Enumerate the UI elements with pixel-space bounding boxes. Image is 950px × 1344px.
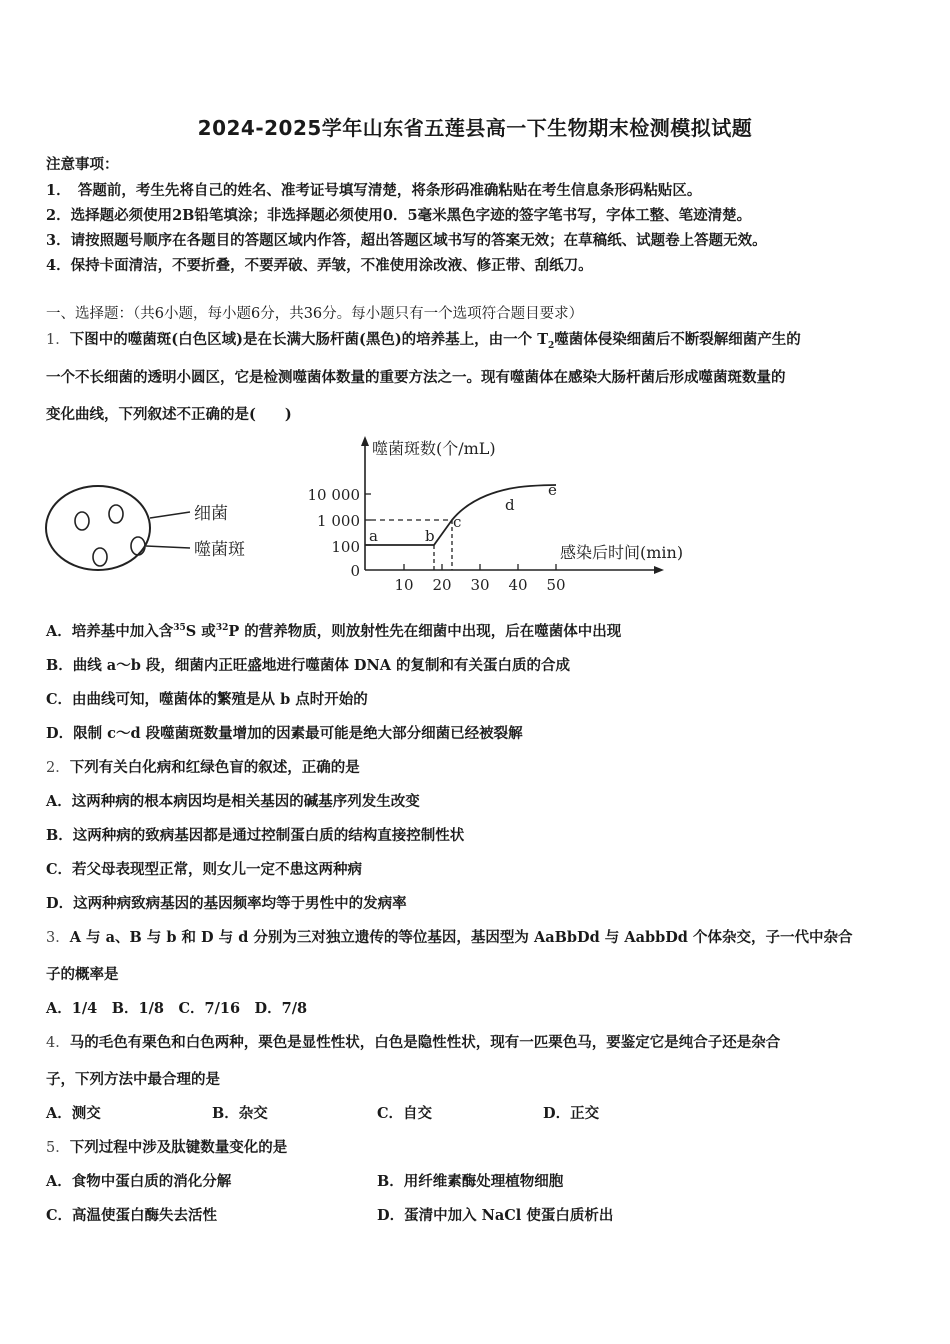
- plaque-circle: [93, 548, 107, 566]
- q2-stem: [46, 756, 360, 777]
- q1-option-d: D．限制 c～d 段噬菌斑数量增加的因素最可能是绝大部分细菌已经被裂解: [46, 725, 523, 742]
- x-tick-label: 50: [546, 576, 566, 594]
- x-axis-arrow: [654, 566, 664, 574]
- q1-option-a-superscript: 35: [173, 623, 186, 634]
- y-tick-label: 100: [331, 538, 360, 556]
- notice-item: 2．选择题必须使用2B铅笔填涂；非选择题必须使用0．5毫米黑色字迹的签字笔书写，字体工整、笔迹清楚。: [46, 207, 752, 224]
- q3-stem-text: A 与 a、B 与 b 和 D 与 d 分别为三对独立遗传的等位基因，基因型为 AaBbDd 与 AabbDd 个体杂交，子一代中杂合: [69, 929, 853, 946]
- q1-option-c: C．由曲线可知，噬菌体的繁殖是从 b 点时开始的: [46, 691, 368, 708]
- q3-options: A．1/4 B．1/8 C．7/16 D．7/8: [46, 1000, 308, 1017]
- section-heading: 一、选择题：（共6小题，每小题6分，共36分。每小题只有一个选项符合题目要求）: [46, 306, 584, 322]
- label-bacteria: 细菌: [194, 504, 228, 524]
- q1-figure: [40, 432, 730, 604]
- q2-stem-text: 下列有关白化病和红绿色盲的叙述，正确的是: [69, 759, 360, 776]
- y-tick-label: 0: [350, 562, 360, 580]
- q1-stem-subscript: 2: [548, 340, 555, 351]
- q1-option-a-part: S 或: [185, 623, 216, 640]
- q1-stem-line3: 变化曲线，下列叙述不正确的是( ): [46, 406, 292, 423]
- point-label-e: e: [548, 481, 557, 499]
- notice-item: 4．保持卡面清洁，不要折叠，不要弄破、弄皱，不准使用涂改液、修正带、刮纸刀。: [46, 257, 593, 274]
- leader-line-plaque: [146, 546, 190, 548]
- x-tick-label: 20: [432, 576, 452, 594]
- point-label-d: d: [505, 496, 515, 514]
- q2-number: 2．: [46, 760, 70, 776]
- q4-option-b: B．杂交: [212, 1105, 268, 1122]
- notice-item: 3．请按照题号顺序在各题目的答题区域内作答，超出答题区域书写的答案无效；在草稿纸、试题卷上答题无效。: [46, 232, 767, 249]
- y-tick-label: 1 000: [317, 512, 360, 530]
- q4-option-c: C．自交: [377, 1105, 433, 1122]
- plaque-circle: [109, 505, 123, 523]
- x-tick-label: 40: [508, 576, 528, 594]
- q4-number: 4．: [46, 1035, 70, 1051]
- label-plaque: 噬菌斑: [194, 540, 245, 560]
- q1-stem-line2: 一个不长细菌的透明小圆区，它是检测噬菌体数量的重要方法之一。现有噬菌体在感染大肠杆菌后形成噬菌斑数量的: [46, 369, 786, 386]
- q1-option-a-superscript: 32: [215, 623, 229, 634]
- leader-line-bacteria: [150, 512, 190, 518]
- x-axis-label: 感染后时间(min): [560, 543, 684, 562]
- q2-option-a: A．这两种病的根本病因均是相关基因的碱基序列发生改变: [46, 793, 420, 810]
- q5-stem: [46, 1136, 287, 1157]
- notice-heading: 注意事项：: [46, 156, 119, 173]
- plaque-circle: [75, 512, 89, 530]
- q4-stem-line2: 子，下列方法中最合理的是: [46, 1071, 220, 1088]
- y-axis-arrow: [361, 436, 369, 446]
- point-label-a: a: [369, 527, 378, 545]
- q3-stem-line1: [46, 926, 853, 947]
- x-tick-label: 10: [394, 576, 414, 594]
- plaque-circle: [131, 537, 145, 555]
- y-axis-label: 噬菌斑数(个/mL): [372, 439, 496, 458]
- q1-stem-part: 噬菌体侵染细菌后不断裂解细菌产生的: [554, 331, 801, 348]
- q1-option-a: [46, 620, 621, 641]
- q4-option-d: D．正交: [543, 1105, 600, 1122]
- q2-option-c: C．若父母表现型正常，则女儿一定不患这两种病: [46, 861, 363, 878]
- q1-option-a-part: A．培养基中加入含: [46, 623, 174, 640]
- q2-option-d: D．这两种病致病基因的基因频率均等于男性中的发病率: [46, 895, 407, 912]
- point-label-c: c: [453, 513, 462, 531]
- y-tick-label: 10 000: [307, 486, 360, 504]
- q4-stem-text: 马的毛色有栗色和白色两种，栗色是显性性状，白色是隐性性状，现有一匹栗色马，要鉴定它是纯合子还是杂合: [69, 1034, 781, 1051]
- q1-number: 1．: [46, 332, 70, 348]
- q1-stem-part: 下图中的噬菌斑(白色区域)是在长满大肠杆菌(黑色)的培养基上，由一个 T: [69, 331, 549, 348]
- q4-option-a: A．测交: [46, 1105, 101, 1122]
- q5-stem-text: 下列过程中涉及肽键数量变化的是: [69, 1139, 288, 1156]
- q4-stem-line1: [46, 1031, 780, 1052]
- q3-number: 3．: [46, 930, 70, 946]
- notice-item: 1． 答题前，考生先将自己的姓名、准考证号填写清楚，将条形码准确粘贴在考生信息条形码粘贴区。: [46, 182, 702, 199]
- x-tick-label: 30: [470, 576, 490, 594]
- q2-option-b: B．这两种病的致病基因都是通过控制蛋白质的结构直接控制性状: [46, 827, 465, 844]
- q5-number: 5．: [46, 1140, 70, 1156]
- q5-option-a: A．食物中蛋白质的消化分解: [46, 1173, 232, 1190]
- petri-dish: [46, 486, 150, 570]
- q1-option-a-part: P 的营养物质，则放射性先在细菌中出现，后在噬菌体中出现: [228, 623, 622, 640]
- q5-option-c: C．高温使蛋白酶失去活性: [46, 1207, 218, 1224]
- q1-stem-line1: [46, 328, 801, 349]
- page-title: 2024-2025学年山东省五莲县高一下生物期末检测模拟试题: [197, 116, 753, 140]
- q5-option-b: B．用纤维素酶处理植物细胞: [377, 1173, 564, 1190]
- q3-stem-line2: 子的概率是: [46, 966, 119, 983]
- point-label-b: b: [425, 527, 435, 545]
- q1-option-b: B．曲线 a～b 段，细菌内正旺盛地进行噬菌体 DNA 的复制和有关蛋白质的合成: [46, 657, 571, 674]
- q5-option-d: D．蛋清中加入 NaCl 使蛋白质析出: [377, 1207, 614, 1224]
